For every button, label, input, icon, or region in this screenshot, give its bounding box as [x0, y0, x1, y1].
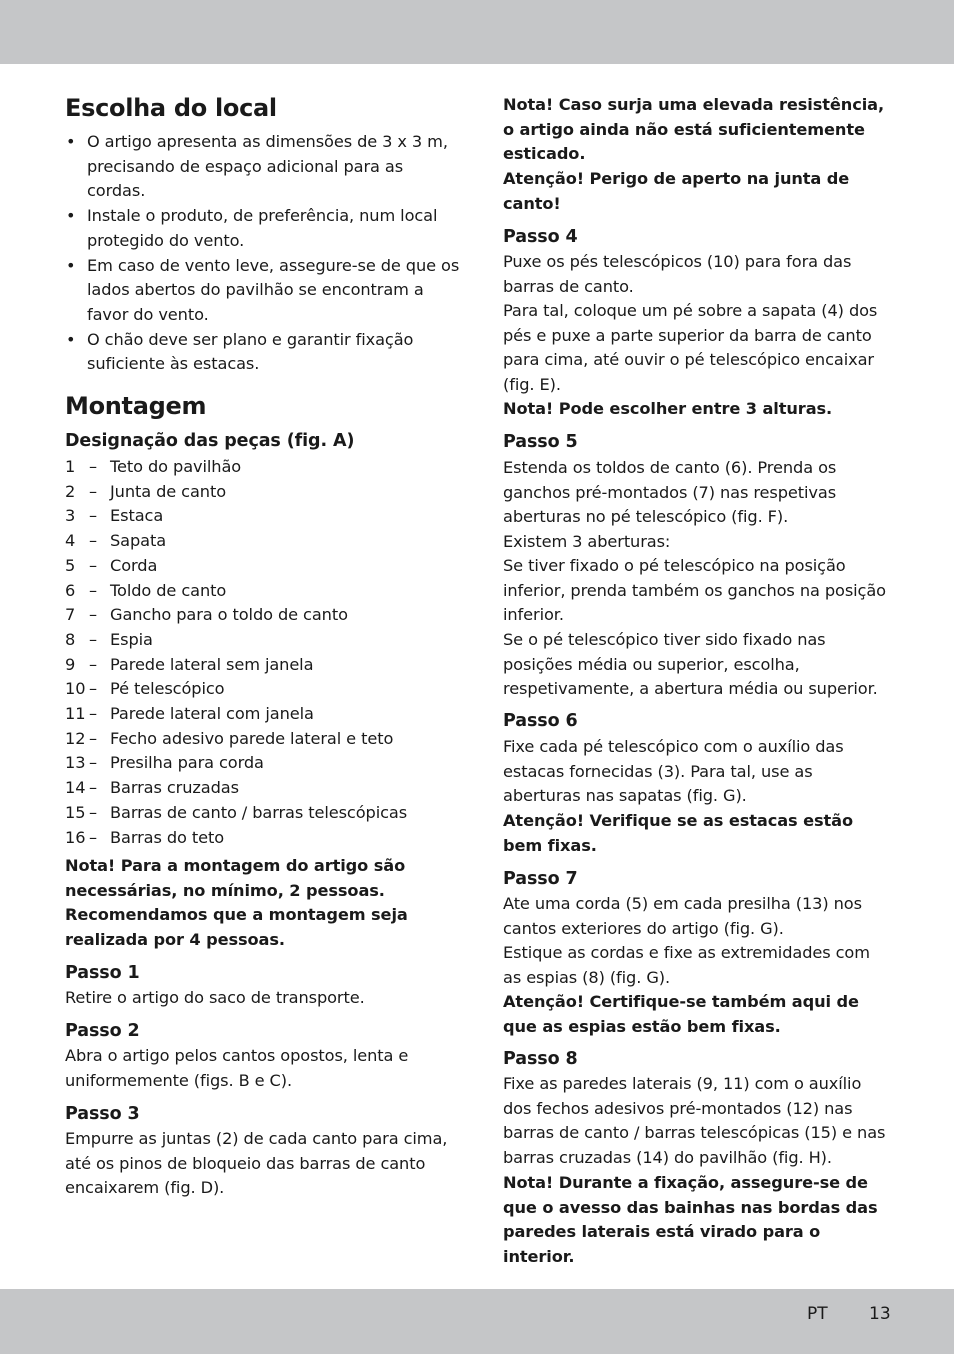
passo-1-text: Retire o artigo do saco de transporte.	[65, 988, 365, 1007]
passo-1-title: Passo 1	[65, 963, 140, 983]
passo-4-text-2: Para tal, coloque um pé sobre a sapata (4) dos pés e puxe a parte superior da barra de canto para cima, até ouvir o pé telescópico encaixar (fig. E).	[503, 301, 878, 395]
list-item: 2 – Junta de canto	[65, 481, 227, 501]
page-number: 13	[869, 1304, 891, 1324]
list-item: 15 – Barras de canto / barras telescópicas	[65, 802, 408, 822]
list-item: • Em caso de vento leve, assegure-se de que os lados abertos do pavilhão se encontram a favor do vento.	[65, 254, 465, 328]
passo-8-title: Passo 8	[503, 1049, 578, 1069]
passo-6-title: Passo 6	[503, 711, 578, 731]
passo-8-note: Nota! Durante a fixação, assegure-se de que o avesso das bainhas nas bordas das paredes laterais está virado para o interior.	[503, 1173, 878, 1267]
passo-3-text: Empurre as juntas (2) de cada canto para cima, até os pinos de bloqueio das barras de canto encaixarem (fig. D).	[65, 1129, 448, 1198]
list-item: • O artigo apresenta as dimensões de 3 x 3 m, precisando de espaço adicional para as cordas.	[65, 130, 465, 204]
list-item: 6 – Toldo de canto	[65, 580, 227, 600]
list-item: 7 – Gancho para o toldo de canto	[65, 605, 348, 625]
passo-5-text-4: Se o pé telescópico tiver sido fixado nas posições média ou superior, escolha, respetivamente, a abertura média ou superior.	[503, 630, 878, 699]
list-item: 5 – Corda	[65, 555, 158, 575]
passo-7-title: Passo 7	[503, 869, 578, 889]
list-item: 1 – Teto do pavilhão	[65, 457, 242, 476]
list-item: 10 – Pé telescópico	[65, 679, 225, 699]
parts-title: Designação das peças (fig. A)	[65, 431, 355, 451]
list-item: 11 – Parede lateral com janela	[65, 704, 314, 724]
section-title-escolha: Escolha do local	[65, 94, 277, 122]
pinch-warning: Atenção! Perigo de aperto na junta de canto!	[503, 169, 850, 213]
passo-4-note: Nota! Pode escolher entre 3 alturas.	[503, 399, 833, 418]
passo-6-text: Fixe cada pé telescópico com o auxílio das estacas fornecidas (3). Para tal, use as aberturas nas sapatas (fig. G).	[503, 737, 844, 806]
passo-4-text-1: Puxe os pés telescópicos (10) para fora das barras de canto.	[503, 252, 852, 296]
resistance-note: Nota! Caso surja uma elevada resistência, o artigo ainda não está suficientemente esticado.	[503, 95, 885, 164]
passo-8-text: Fixe as paredes laterais (9, 11) com o auxílio dos fechos adesivos pré-montados (12) nas barras de canto / barras telescópicas (15) e nas barras cruzadas (14) do pavilhão (fig. H).	[503, 1074, 886, 1168]
section-title-montagem: Montagem	[65, 392, 207, 420]
list-item: 14 – Barras cruzadas	[65, 778, 239, 798]
passo-5-text-3: Se tiver fixado o pé telescópico na posição inferior, prenda também os ganchos na posição inferior.	[503, 556, 886, 625]
passo-3-title: Passo 3	[65, 1104, 140, 1124]
list-item: • Instale o produto, de preferência, num local protegido do vento.	[65, 204, 465, 253]
passo-4-title: Passo 4	[503, 227, 578, 247]
passo-5-text-2: Existem 3 aberturas:	[503, 532, 671, 551]
list-item: 8 – Espia	[65, 629, 153, 649]
parts-list	[65, 455, 465, 850]
footer-language: PT	[807, 1304, 828, 1324]
passo-6-warning: Atenção! Verifique se as estacas estão bem fixas.	[503, 811, 854, 855]
list-item: • O chão deve ser plano e garantir fixação suficiente às estacas.	[65, 328, 465, 377]
passo-5-title: Passo 5	[503, 432, 578, 452]
list-item: 4 – Sapata	[65, 531, 167, 551]
passo-5-text-1: Estenda os toldos de canto (6). Prenda os ganchos pré-montados (7) nas respetivas aberturas no pé telescópico (fig. F).	[503, 458, 837, 527]
list-item: 12 – Fecho adesivo parede lateral e teto	[65, 728, 394, 748]
passo-7-text-2: Estique as cordas e fixe as extremidades com as espias (8) (fig. G).	[503, 943, 870, 987]
list-item: 16 – Barras do teto	[65, 827, 225, 847]
passo-7-warning: Atenção! Certifique-se também aqui de que as espias estão bem fixas.	[503, 992, 859, 1036]
list-item: 9 – Parede lateral sem janela	[65, 654, 314, 674]
passo-2-title: Passo 2	[65, 1021, 140, 1041]
montagem-note: Nota! Para a montagem do artigo são necessárias, no mínimo, 2 pessoas. Recomendamos que a montagem seja realizada por 4 pessoas.	[65, 856, 408, 950]
header-bar	[0, 0, 954, 64]
list-item: 13 – Presilha para corda	[65, 753, 264, 773]
escolha-list	[65, 130, 465, 377]
passo-2-text: Abra o artigo pelos cantos opostos, lenta e uniformemente (figs. B e C).	[65, 1046, 409, 1090]
list-item: 3 – Estaca	[65, 506, 164, 526]
passo-7-text-1: Ate uma corda (5) em cada presilha (13) nos cantos exteriores do artigo (fig. G).	[503, 894, 862, 938]
